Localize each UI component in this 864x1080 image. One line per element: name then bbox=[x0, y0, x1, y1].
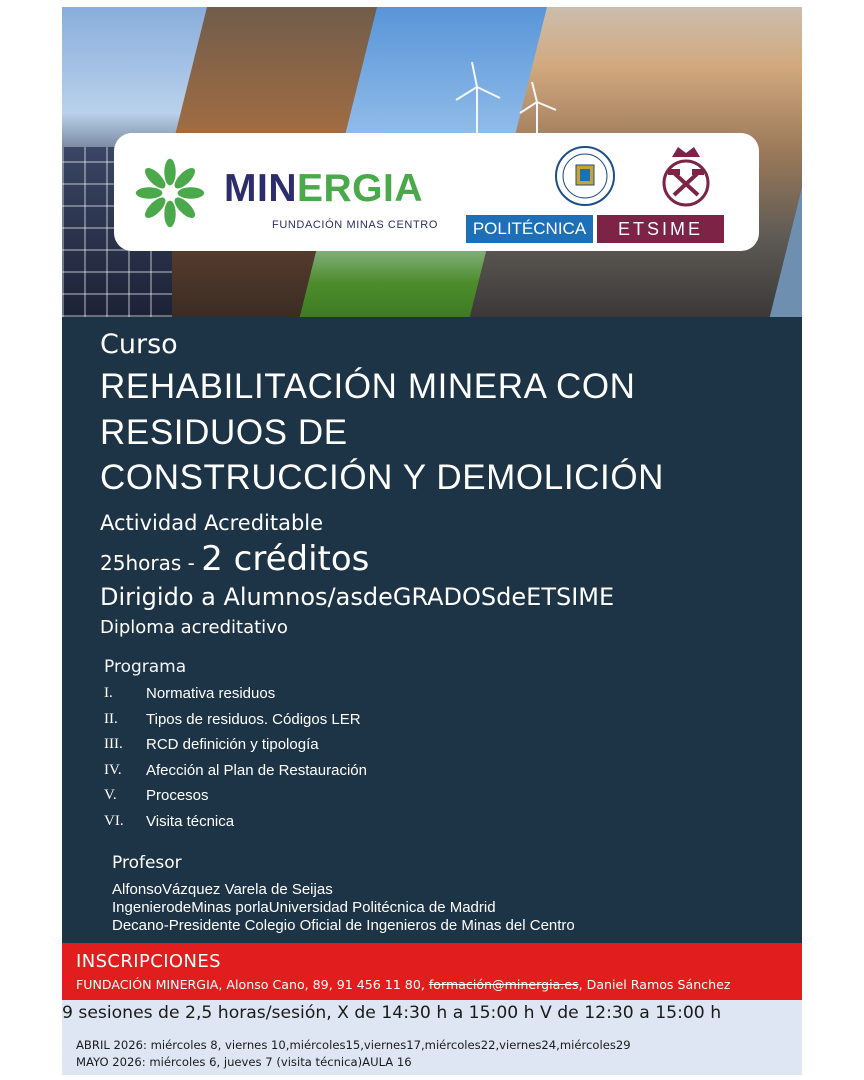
program-item: VI. Visita técnica bbox=[104, 812, 235, 830]
activity-label: Actividad Acreditable bbox=[100, 511, 324, 535]
course-kicker: Curso bbox=[100, 329, 178, 360]
dates-april: ABRIL 2026: miércoles 8, viernes 10,miércoles15,viernes17,miércoles22,viernes24,miércoles29 bbox=[76, 1038, 631, 1052]
professor-name: AlfonsoVázquez Varela de Seijas bbox=[112, 881, 333, 898]
diploma-text: Diploma acreditativo bbox=[100, 617, 288, 638]
inscription-heading: INSCRIPCIONES bbox=[76, 951, 221, 972]
professor-heading: Profesor bbox=[112, 853, 182, 873]
minergia-leaf-icon bbox=[132, 155, 208, 231]
course-title-line-3: CONSTRUCCIÓN Y DEMOLICIÓN bbox=[100, 458, 665, 497]
hours-text: 25horas - bbox=[100, 551, 202, 575]
program-list bbox=[104, 685, 367, 838]
inscription-contact: FUNDACIÓN MINERGIA, Alonso Cano, 89, 91 456 11 80, formación@minergia.es, Daniel Ramos Sánchez bbox=[76, 977, 731, 992]
credits-text: 2 créditos bbox=[201, 539, 370, 579]
program-item: III. RCD definición y tipología bbox=[104, 736, 319, 753]
audience-text: Dirigido a Alumnos/asdeGRADOSdeETSIME bbox=[100, 583, 615, 611]
sessions-text: 9 sesiones de 2,5 horas/sesión, X de 14:30 h a 15:00 h V de 12:30 a 15:00 h bbox=[62, 1003, 722, 1023]
wind-turbines-graphic bbox=[442, 62, 572, 142]
program-item: I. Normativa residuos bbox=[104, 685, 276, 702]
schedule-band bbox=[62, 1000, 802, 1075]
program-item: II. Tipos de residuos. Códigos LER bbox=[104, 710, 361, 728]
inscription-band bbox=[62, 943, 802, 1000]
minergia-subtitle: FUNDACIÓN MINAS CENTRO bbox=[272, 219, 438, 231]
program-item: V. Procesos bbox=[104, 787, 209, 804]
program-heading: Programa bbox=[104, 657, 187, 677]
course-info-panel bbox=[62, 317, 802, 947]
etsime-crest-icon bbox=[654, 143, 718, 211]
professor-role-1: IngenierodeMinas porlaUniversidad Politécnica de Madrid bbox=[112, 899, 496, 916]
course-poster bbox=[62, 7, 802, 1075]
email-link[interactable]: formación@minergia.es bbox=[428, 977, 579, 992]
program-item: IV. Afección al Plan de Restauración bbox=[104, 761, 367, 779]
dates-may: MAYO 2026: miércoles 6, jueves 7 (visita técnica)AULA 16 bbox=[76, 1055, 412, 1069]
upm-label: POLITÉCNICA bbox=[466, 215, 593, 243]
course-title-line-2: RESIDUOS DE bbox=[100, 413, 348, 452]
professor-role-2: Decano-Presidente Colegio Oficial de Ingenieros de Minas del Centro bbox=[112, 917, 575, 934]
hours-credits bbox=[100, 539, 369, 579]
etsime-label: ETSIME bbox=[597, 215, 724, 243]
upm-seal-icon bbox=[554, 145, 616, 207]
minergia-wordmark: MINERGIA bbox=[224, 167, 424, 210]
course-title-line-1: REHABILITACIÓN MINERA CON bbox=[100, 367, 636, 406]
logo-banner bbox=[114, 133, 759, 251]
